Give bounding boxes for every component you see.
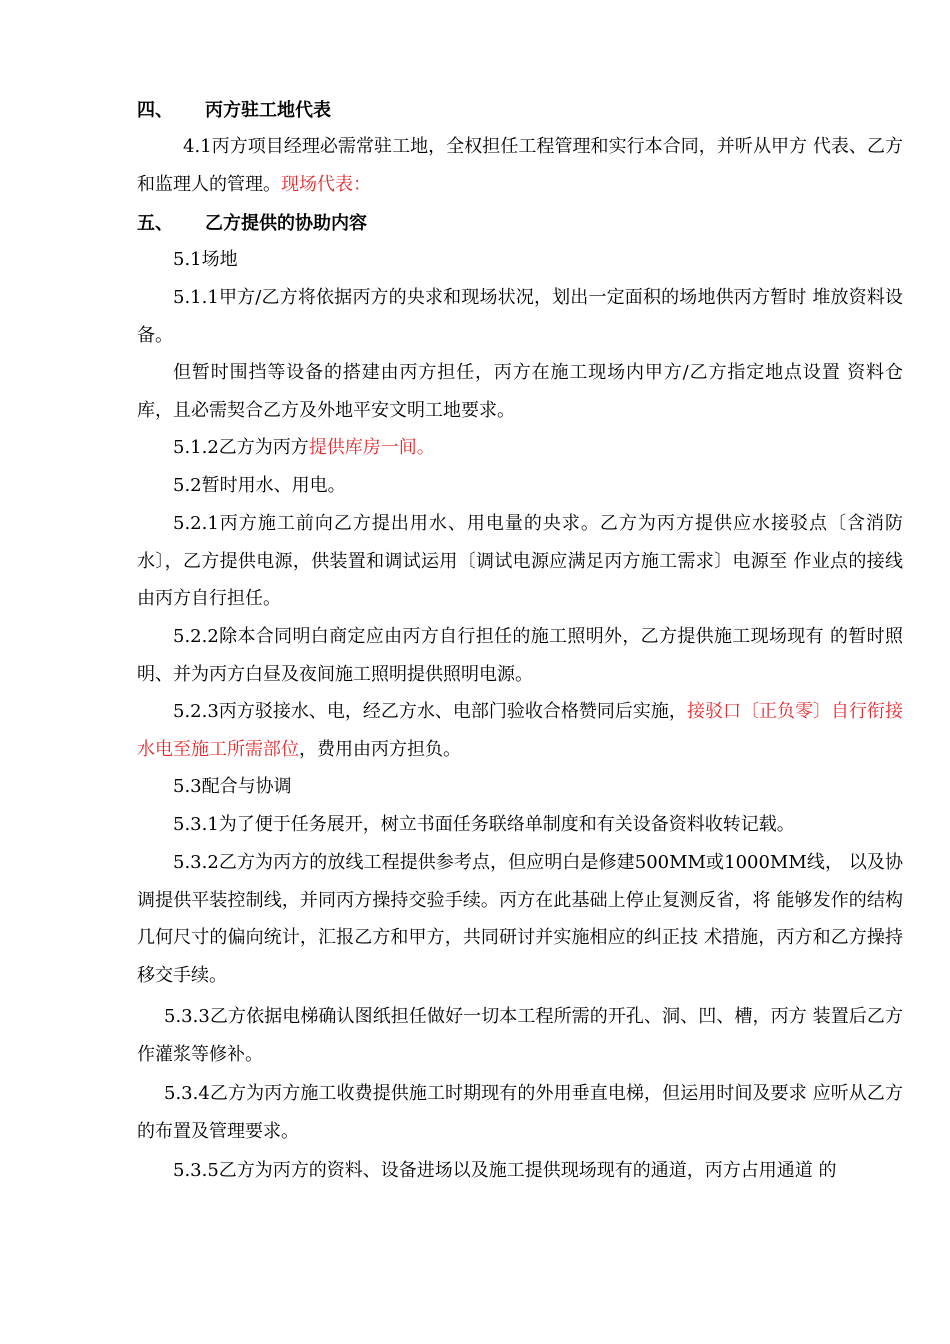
highlighted-text: 现场代表： — [281, 173, 371, 195]
section-title: 乙方提供的协助内容 — [205, 213, 367, 234]
paragraph-5-3-2: 5.3.2乙方为丙方的放线工程提供参考点，但应明白是修建500MM或1000MM线， 以及协调提供平装控制线，并同丙方操持交验手续。丙方在此基础上停止复测反省，将 能够发作的结构几何尺寸的偏向统计，汇报乙方和甲方，共同研讨并实施相应的纠正技 术措施，丙方和乙方操持移交手续。 — [137, 852, 903, 986]
paragraph-5-3-1: 5.3.1为了便于任务展开，树立书面任务联络单制度和有关设备资料收转记载。 — [173, 814, 795, 835]
paragraph-5-1: 5.1场地 — [173, 249, 238, 270]
paragraph-4-1 — [137, 128, 903, 203]
paragraph-5-2-2: 5.2.2除本合同明白商定应由丙方自行担任的施工照明外，乙方提供施工现场现有 的暂时照明、并为丙方白昼及夜间施工照明提供照明电源。 — [137, 626, 903, 685]
highlighted-text: 提供库房一间。 — [308, 437, 435, 458]
paragraph-5-1-2 — [137, 429, 903, 467]
paragraph-5-2-1: 5.2.1丙方施工前向乙方提出用水、用电量的央求。乙方为丙方提供应水接驳点〔含消防水〕，乙方提供电源，供装置和调试运用〔调试电源应满足丙方施工需求〕电源至 作业点的接线由丙方自行担任。 — [137, 513, 903, 609]
section-title: 丙方驻工地代表 — [205, 100, 331, 121]
section-number: 四、 — [137, 100, 173, 121]
highlighted-text: 接驳口〔正负零〕自行衔接水电至施工所需部位 — [137, 701, 903, 760]
paragraph-text: 5.1.2乙方为丙方 — [173, 437, 309, 458]
section-heading-5 — [137, 209, 367, 235]
paragraph-5-2-3 — [137, 693, 903, 768]
paragraph-text: 5.2.3丙方驳接水、电，经乙方水、电部门验收合格赞同后实施， — [173, 701, 687, 722]
paragraph-5-1-1-continued: 但暂时围挡等设备的搭建由丙方担任，丙方在施工现场内甲方/乙方指定地点设置 资料仓库，且必需契合乙方及外地平安文明工地要求。 — [137, 362, 903, 421]
paragraph-text: 4.1丙方项目经理必需常驻工地，全权担任工程管理和实行本合同，并听从甲方 代表、乙方和监理人的管理。 — [137, 136, 903, 195]
paragraph-5-3-3: 5.3.3乙方依据电梯确认图纸担任做好一切本工程所需的开孔、洞、凹、槽，丙方 装置后乙方作灌浆等修补。 — [137, 1006, 903, 1065]
section-heading-4 — [137, 96, 331, 122]
paragraph-5-3-4: 5.3.4乙方为丙方施工收费提供施工时期现有的外用垂直电梯，但运用时间及要求 应听从乙方的布置及管理要求。 — [137, 1083, 903, 1142]
paragraph-5-3: 5.3配合与协调 — [173, 776, 292, 797]
paragraph-5-3-5: 5.3.5乙方为丙方的资料、设备进场以及施工提供现场现有的通道，丙方占用通道 的 — [173, 1160, 837, 1181]
paragraph-text-tail: ，费用由丙方担负。 — [299, 738, 461, 760]
paragraph-5-2: 5.2暂时用水、用电。 — [173, 475, 346, 496]
section-number: 五、 — [137, 213, 173, 234]
paragraph-5-1-1: 5.1.1甲方/乙方将依据丙方的央求和现场状况，划出一定面积的场地供丙方暂时 堆放资料设备。 — [137, 287, 903, 346]
